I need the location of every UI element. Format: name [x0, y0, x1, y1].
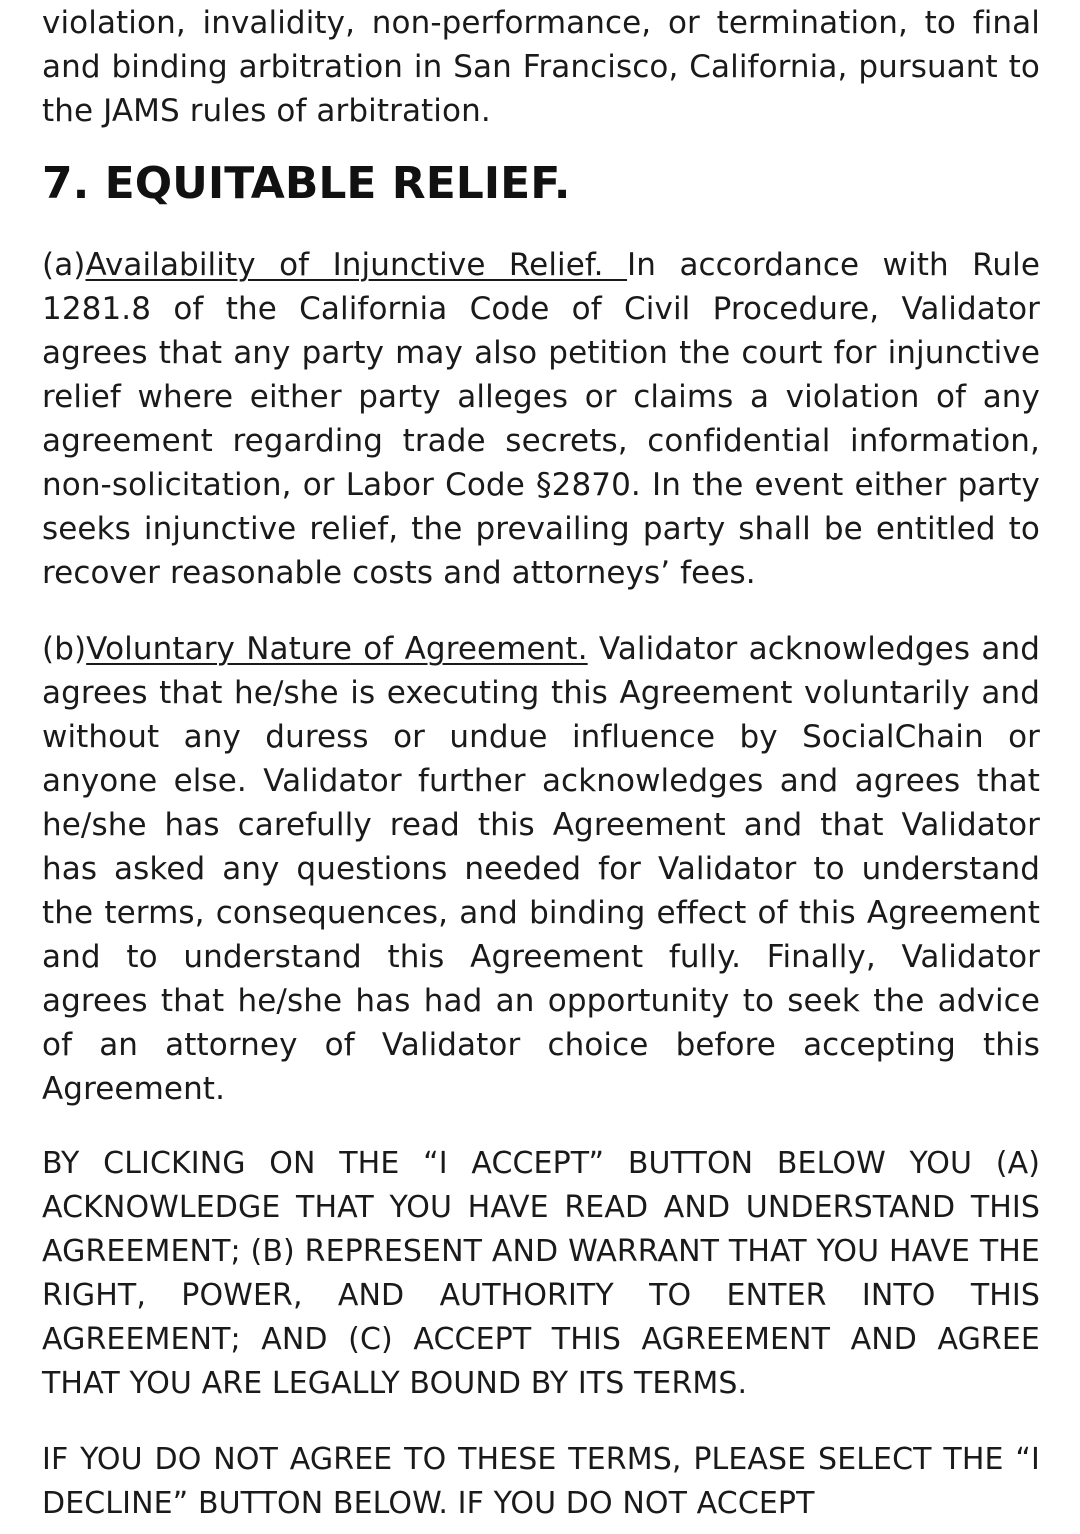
- clause-b-body: Validator acknowledges and agrees that he/she is executing this Agreement voluntarily and without any duress or undue influence by SocialChain or anyone else. Validator further acknowledges and agrees that he/she has carefully read this Agreement and that Validator has asked any questions needed for Validator to understand the terms, consequences, and binding effect of this Agreement and to understand this Agreement fully. Finally, Validator agrees that he/she has had an opportunity to seek the advice of an attorney of Validator choice before accepting this Agreement.: [42, 631, 1040, 1107]
- section-heading-equitable-relief: 7. EQUITABLE RELIEF.: [42, 158, 571, 209]
- clause-b-title: Voluntary Nature of Agreement.: [86, 631, 588, 667]
- clause-a-injunctive-relief: [42, 243, 1040, 595]
- clause-b-marker: (b): [42, 631, 87, 667]
- clause-a-marker: (a): [42, 247, 86, 283]
- clause-a-title: Availability of Injunctive Relief.: [85, 247, 628, 283]
- clause-b-voluntary-nature: [42, 627, 1040, 1111]
- acceptance-notice: BY CLICKING ON THE “I ACCEPT” BUTTON BELOW YOU (A) ACKNOWLEDGE THAT YOU HAVE READ AND UNDERSTAND THIS AGREEMENT; (B) REPRESENT AND WARRANT THAT YOU HAVE THE RIGHT, POWER, AND AUTHORITY TO ENTER INTO THIS AGREEMENT; AND (C) ACCEPT THIS AGREEMENT AND AGREE THAT YOU ARE LEGALLY BOUND BY ITS TERMS.: [42, 1146, 1040, 1401]
- clause-a-body: In accordance with Rule 1281.8 of the California Code of Civil Procedure, Validator agrees that any party may also petition the court for injunctive relief where either party alleges or claims a violation of any agreement regarding trade secrets, confidential information, non-solicitation, or Labor Code §2870. In the event either party seeks injunctive relief, the prevailing party shall be entitled to recover reasonable costs and attorneys’ fees.: [42, 247, 1040, 591]
- arbitration-paragraph-end: violation, invalidity, non-performance, or termination, to final and binding arbitration in San Francisco, California, pursuant to the JAMS rules of arbitration.: [42, 5, 1040, 129]
- decline-notice: IF YOU DO NOT AGREE TO THESE TERMS, PLEASE SELECT THE “I DECLINE” BUTTON BELOW. IF YOU DO NOT ACCEPT: [42, 1442, 1040, 1521]
